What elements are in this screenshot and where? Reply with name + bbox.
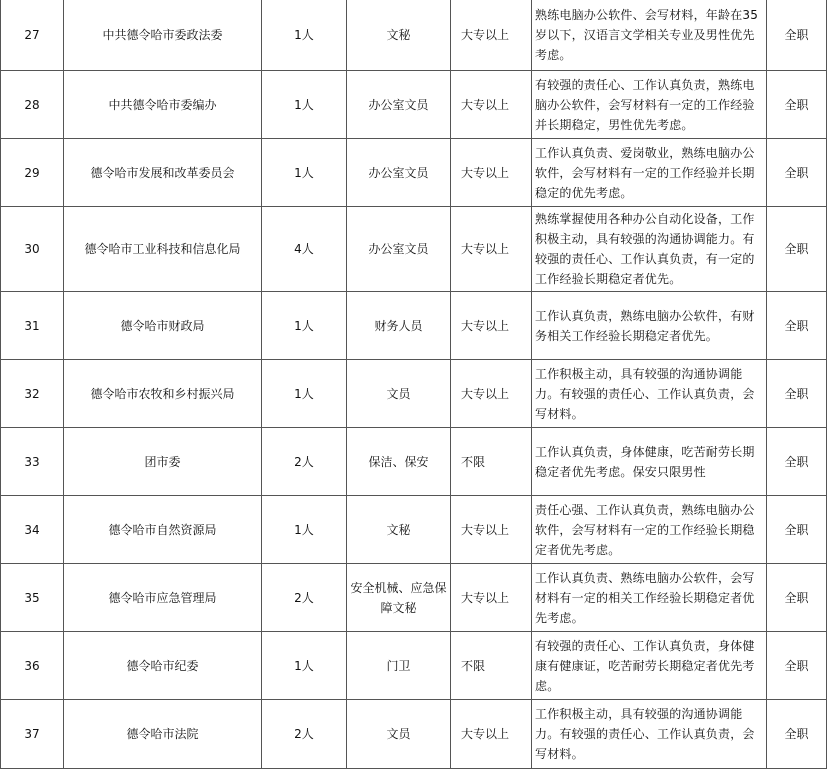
row-number: 37 [1,700,64,769]
requirements: 有较强的责任心、工作认真负责，熟练电脑办公软件，会写材料有一定的工作经验并长期稳定，男性优先考虑。 [532,71,767,139]
employer-unit: 德令哈市农牧和乡村振兴局 [64,360,262,428]
education: 大专以上 [451,700,532,769]
education: 大专以上 [451,292,532,360]
row-number: 28 [1,71,64,139]
row-number: 35 [1,564,64,632]
headcount: 1人 [262,71,347,139]
requirements: 工作认真负责、熟练电脑办公软件，会写材料有一定的相关工作经验长期稳定者优先考虑。 [532,564,767,632]
education: 大专以上 [451,564,532,632]
headcount: 1人 [262,632,347,700]
education: 不限 [451,428,532,496]
position: 文秘 [347,496,451,564]
employment-type: 全职 [767,496,827,564]
position: 门卫 [347,632,451,700]
row-number: 34 [1,496,64,564]
requirements: 工作积极主动，具有较强的沟通协调能力。有较强的责任心、工作认真负责，会写材料。 [532,700,767,769]
row-number: 33 [1,428,64,496]
employer-unit: 德令哈市自然资源局 [64,496,262,564]
headcount: 2人 [262,428,347,496]
headcount: 4人 [262,207,347,292]
employment-type: 全职 [767,360,827,428]
table-row [1,632,827,700]
education: 不限 [451,632,532,700]
position: 文员 [347,700,451,769]
row-number: 27 [1,0,64,71]
headcount: 2人 [262,700,347,769]
requirements: 有较强的责任心、工作认真负责，身体健康有健康证，吃苦耐劳长期稳定者优先考虑。 [532,632,767,700]
headcount: 1人 [262,360,347,428]
employer-unit: 中共德令哈市委政法委 [64,0,262,71]
position: 文秘 [347,0,451,71]
employer-unit: 团市委 [64,428,262,496]
requirements: 熟练掌握使用各种办公自动化设备，工作积极主动，具有较强的沟通协调能力。有较强的责任心、工作认真负责，有一定的工作经验长期稳定者优先。 [532,207,767,292]
education: 大专以上 [451,207,532,292]
employer-unit: 德令哈市财政局 [64,292,262,360]
row-number: 30 [1,207,64,292]
employment-type: 全职 [767,207,827,292]
requirements: 工作积极主动，具有较强的沟通协调能力。有较强的责任心、工作认真负责，会写材料。 [532,360,767,428]
headcount: 1人 [262,292,347,360]
employer-unit: 德令哈市发展和改革委员会 [64,139,262,207]
headcount: 1人 [262,496,347,564]
table-row [1,292,827,360]
table-row [1,700,827,769]
table-row [1,428,827,496]
education: 大专以上 [451,496,532,564]
headcount: 2人 [262,564,347,632]
job-table-body [1,0,827,769]
employer-unit: 中共德令哈市委编办 [64,71,262,139]
education: 大专以上 [451,0,532,71]
table-row [1,71,827,139]
employer-unit: 德令哈市应急管理局 [64,564,262,632]
table-row [1,207,827,292]
position: 安全机械、应急保障文秘 [347,564,451,632]
position: 办公室文员 [347,207,451,292]
education: 大专以上 [451,360,532,428]
requirements: 工作认真负责，熟练电脑办公软件，有财务相关工作经验长期稳定者优先。 [532,292,767,360]
employment-type: 全职 [767,700,827,769]
headcount: 1人 [262,139,347,207]
requirements: 责任心强、工作认真负责，熟练电脑办公软件，会写材料有一定的工作经验长期稳定者优先考虑。 [532,496,767,564]
table-row [1,139,827,207]
row-number: 32 [1,360,64,428]
employer-unit: 德令哈市纪委 [64,632,262,700]
employment-type: 全职 [767,139,827,207]
employment-type: 全职 [767,71,827,139]
position: 财务人员 [347,292,451,360]
employment-type: 全职 [767,0,827,71]
position: 保洁、保安 [347,428,451,496]
employment-type: 全职 [767,428,827,496]
row-number: 36 [1,632,64,700]
table-row [1,0,827,71]
employer-unit: 德令哈市法院 [64,700,262,769]
row-number: 29 [1,139,64,207]
employment-type: 全职 [767,564,827,632]
table-row [1,496,827,564]
requirements: 工作认真负责、爱岗敬业，熟练电脑办公软件，会写材料有一定的工作经验并长期稳定的优先考虑。 [532,139,767,207]
table-row [1,360,827,428]
position: 文员 [347,360,451,428]
requirements: 工作认真负责，身体健康，吃苦耐劳长期稳定者优先考虑。保安只限男性 [532,428,767,496]
headcount: 1人 [262,0,347,71]
row-number: 31 [1,292,64,360]
requirements: 熟练电脑办公软件、会写材料，年龄在35岁以下，汉语言文学相关专业及男性优先考虑。 [532,0,767,71]
employer-unit: 德令哈市工业科技和信息化局 [64,207,262,292]
employment-type: 全职 [767,292,827,360]
education: 大专以上 [451,71,532,139]
table-row [1,564,827,632]
employment-type: 全职 [767,632,827,700]
position: 办公室文员 [347,71,451,139]
position: 办公室文员 [347,139,451,207]
education: 大专以上 [451,139,532,207]
